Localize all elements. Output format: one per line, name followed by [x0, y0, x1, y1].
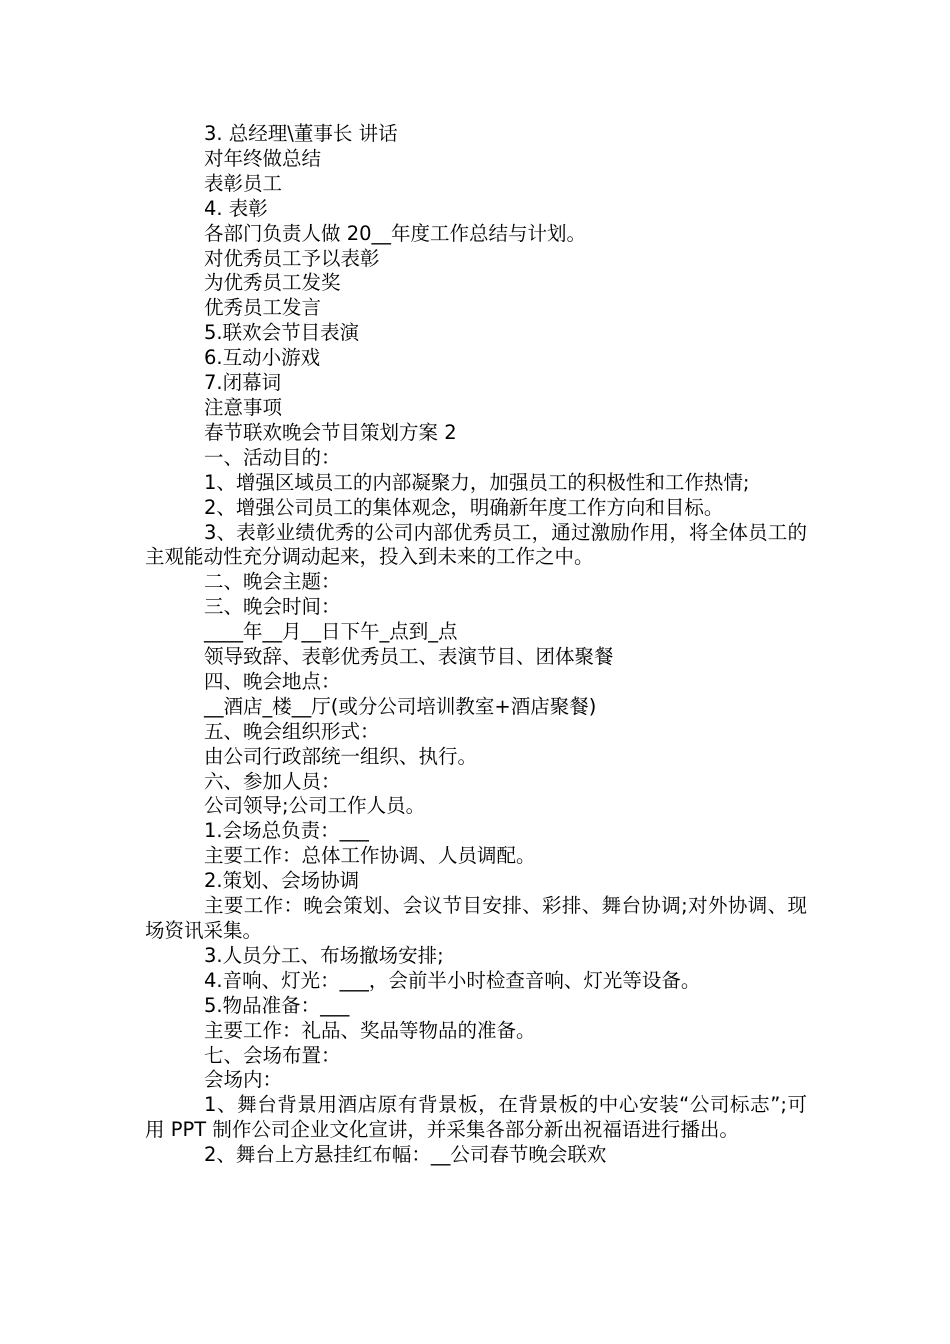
paragraph: 领导致辞、表彰优秀员工、表演节目、团体聚餐: [204, 645, 614, 669]
paragraph: __酒店_楼__厅(或分公司培训教室+酒店聚餐): [204, 694, 597, 718]
section-heading: 四、晚会地点：: [204, 669, 341, 693]
paragraph: 3. 总经理\董事长 讲话: [204, 122, 398, 145]
paragraph: 3.人员分工、布场撤场安排;: [204, 943, 444, 967]
paragraph: 3、表彰业绩优秀的公司内部优秀员工，通过激励作用，将全体员工的主观能动性充分调动起来，投入到未来的工作之中。: [145, 520, 807, 569]
section-heading: 三、晚会时间：: [204, 595, 341, 619]
paragraph: 表彰员工: [204, 171, 283, 195]
section-heading: 六、参加人员：: [204, 769, 341, 793]
paragraph: 2、增强公司员工的集体观念，明确新年度工作方向和目标。: [204, 495, 724, 519]
section-heading: 二、晚会主题：: [204, 570, 341, 594]
section-heading: 一、活动目的：: [204, 445, 341, 469]
paragraph: ____年__月__日下午_点到_点: [204, 620, 458, 644]
paragraph: 为优秀员工发奖: [204, 271, 341, 295]
section-title: 春节联欢晚会节目策划方案 2: [204, 420, 457, 444]
paragraph: 2、舞台上方悬挂红布幅：__公司春节晚会联欢: [204, 1143, 607, 1167]
paragraph: 会场内：: [204, 1068, 283, 1092]
paragraph: 对年终做总结: [204, 146, 322, 170]
paragraph: 优秀员工发言: [204, 296, 322, 320]
paragraph: 5.物品准备：___: [204, 993, 350, 1017]
paragraph: 1.会场总负责：___: [204, 819, 369, 843]
paragraph: 1、舞台背景用酒店原有背景板，在背景板的中心安装“公司标志”;可用 PPT 制作公司企业文化宣讲，并采集各部分新出祝福语进行播出。: [145, 1093, 807, 1142]
paragraph: 6.互动小游戏: [204, 346, 321, 370]
paragraph: 5.联欢会节目表演: [204, 321, 360, 345]
paragraph: 2.策划、会场协调: [204, 869, 360, 893]
paragraph: 公司领导;公司工作人员。: [204, 794, 426, 818]
paragraph: 注意事项: [204, 395, 283, 419]
paragraph: 由公司行政部统一组织、执行。: [204, 744, 478, 768]
paragraph: 各部门负责人做 20__年度工作总结与计划。: [204, 221, 587, 245]
paragraph: 1、增强区域员工的内部凝聚力，加强员工的积极性和工作热情;: [204, 470, 750, 494]
paragraph: 主要工作：礼品、奖品等物品的准备。: [204, 1018, 536, 1042]
paragraph: 7.闭幕词: [204, 371, 282, 395]
document-body: [145, 122, 807, 1168]
section-heading: 五、晚会组织形式：: [204, 719, 380, 743]
section-heading: 七、会场布置：: [204, 1043, 341, 1067]
paragraph: 主要工作：总体工作协调、人员调配。: [204, 844, 536, 868]
paragraph: 对优秀员工予以表彰: [204, 246, 380, 270]
paragraph: 4. 表彰: [204, 196, 268, 220]
paragraph: 4.音响、灯光：___，会前半小时检查音响、灯光等设备。: [204, 968, 701, 992]
paragraph: 主要工作：晚会策划、会议节目安排、彩排、舞台协调;对外协调、现场资讯采集。: [145, 894, 807, 942]
